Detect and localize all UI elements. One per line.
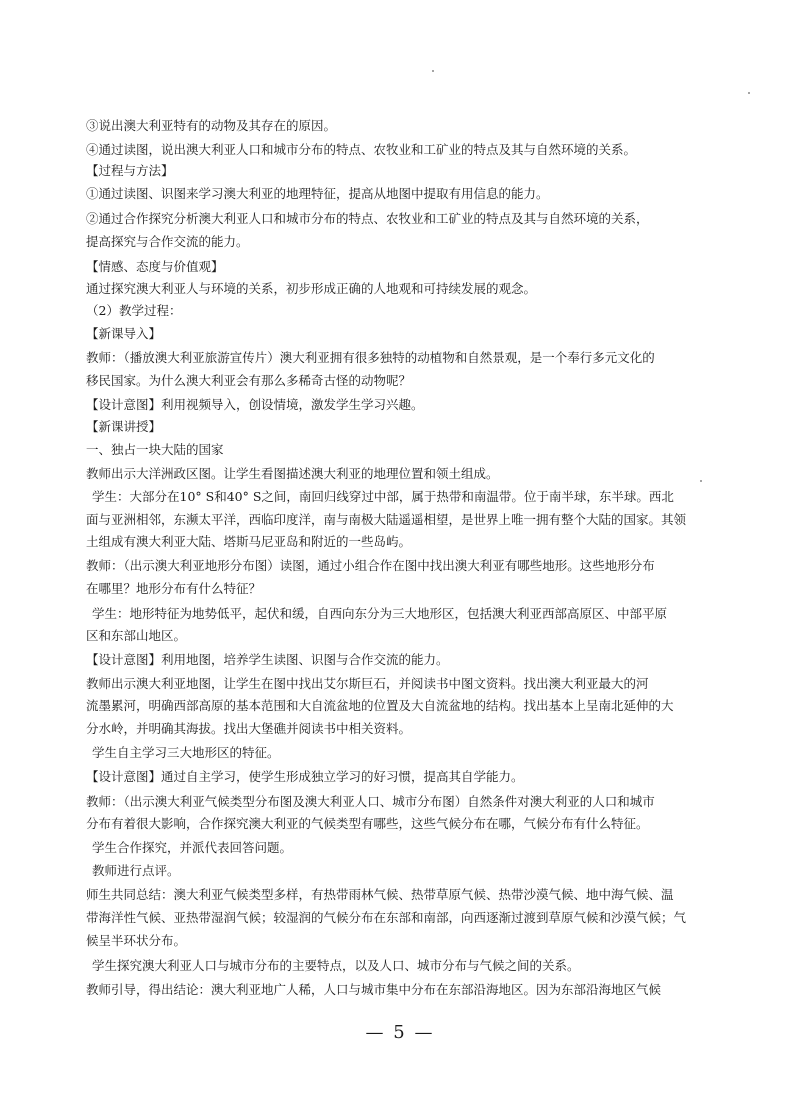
text-line: 流墨累河，明确西部高原的基本范围和大自流盆地的位置及大自流盆地的结构。找出基本上呈南北延伸的大: [86, 698, 674, 713]
text-line: 一、独占一块大陆的国家: [86, 442, 224, 457]
text-line: 【过程与方法】: [86, 163, 174, 178]
text-line: 面与亚洲相邻，东濒太平洋，西临印度洋，南与南极大陆遥遥相望，是世界上唯一拥有整个大陆的国家。其领: [86, 512, 687, 527]
text-line: 分水岭，并明确其海拔。找出大堡礁并阅读书中相关资料。: [86, 721, 412, 736]
text-line: 分布有着很大影响，合作探究澳大利亚的气候类型有哪些，这些气候分布在哪，气候分布有什么特征。: [86, 816, 649, 831]
text-line: 【设计意图】利用视频导入，创设情境，激发学生学习兴趣。: [86, 397, 424, 412]
text-line: ①通过读图、识图来学习澳大利亚的地理特征，提高从地图中提取有用信息的能力。: [86, 186, 549, 201]
text-line: 【新课讲授】: [86, 419, 162, 434]
text-line: 学生自主学习三大地形区的特征。: [92, 745, 280, 760]
text-line: 教师：（出示澳大利亚气候类型分布图及澳大利亚人口、城市分布图）自然条件对澳大利亚的人口和城市: [86, 794, 655, 809]
text-line: 区和东部山地区。: [86, 628, 187, 643]
text-line: 师生共同总结：澳大利亚气候类型多样，有热带雨林气候、热带草原气候、热带沙漠气候、地中海气候、温: [86, 887, 674, 902]
text-line: ③说出澳大利亚特有的动物及其存在的原因。: [86, 118, 337, 133]
text-line: 学生：地形特征为地势低平，起伏和缓，自西向东分为三大地形区，包括澳大利亚西部高原区、中部平原: [92, 606, 668, 621]
text-line: 学生：大部分在10° S和40° S之间，南回归线穿过中部，属于热带和南温带。位于南半球，东半球。西北: [92, 489, 674, 504]
text-line: 【设计意图】通过自主学习，使学生形成独立学习的好习惯，提高其自学能力。: [86, 769, 524, 784]
text-line: 【设计意图】利用地图，培养学生读图、识图与合作交流的能力。: [86, 652, 449, 667]
text-line: 通过探究澳大利亚人与环境的关系，初步形成正确的人地观和可持续发展的观念。: [86, 281, 537, 296]
text-line: 教师：（出示澳大利亚地形分布图）读图，通过小组合作在图中找出澳大利亚有哪些地形。这些地形分布: [86, 558, 655, 573]
scan-speck: [748, 92, 750, 94]
text-line: 在哪里？地形分布有什么特征？: [86, 581, 262, 596]
text-line: 【情感、态度与价值观】: [86, 259, 224, 274]
text-line: 教师进行点评。: [92, 863, 180, 878]
text-line: 【新课导入】: [86, 326, 162, 341]
page-number: — 5 —: [365, 1022, 435, 1043]
scan-speck: [432, 70, 434, 72]
text-line: 教师引导，得出结论：澳大利亚地广人稀，人口与城市集中分布在东部沿海地区。因为东部沿海地区气候: [86, 982, 662, 997]
text-line: 带海洋性气候、亚热带湿润气候；较湿润的气候分布在东部和南部，向西逐渐过渡到草原气候和沙漠气候；气: [86, 910, 687, 925]
text-line: 学生探究澳大利亚人口与城市分布的主要特点，以及人口、城市分布与气候之间的关系。: [92, 958, 580, 973]
text-line: 移民国家。为什么澳大利亚会有那么多稀奇古怪的动物呢？: [86, 373, 412, 388]
text-line: （2）教学过程：: [86, 303, 182, 318]
text-line: 教师：（播放澳大利亚旅游宣传片）澳大利亚拥有很多独特的动植物和自然景观，是一个奉行多元文化的: [86, 350, 655, 365]
text-line: 提高探究与合作交流的能力。: [86, 234, 249, 249]
text-line: 教师出示澳大利亚地图，让学生在图中找出艾尔斯巨石，并阅读书中图文资料。找出澳大利亚最大的河: [86, 676, 649, 691]
text-line: 土组成有澳大利亚大陆、塔斯马尼亚岛和附近的一些岛屿。: [86, 534, 412, 549]
text-line: ④通过读图，说出澳大利亚人口和城市分布的特点、农牧业和工矿业的特点及其与自然环境的关系。: [86, 142, 637, 157]
text-line: 学生合作探究，并派代表回答问题。: [92, 840, 293, 855]
text-line: ②通过合作探究分析澳大利亚人口和城市分布的特点、农牧业和工矿业的特点及其与自然环境的关系，: [86, 211, 649, 226]
text-line: 教师出示大洋洲政区图。让学生看图描述澳大利亚的地理位置和领土组成。: [86, 466, 499, 481]
text-line: 候呈半环状分布。: [86, 933, 187, 948]
